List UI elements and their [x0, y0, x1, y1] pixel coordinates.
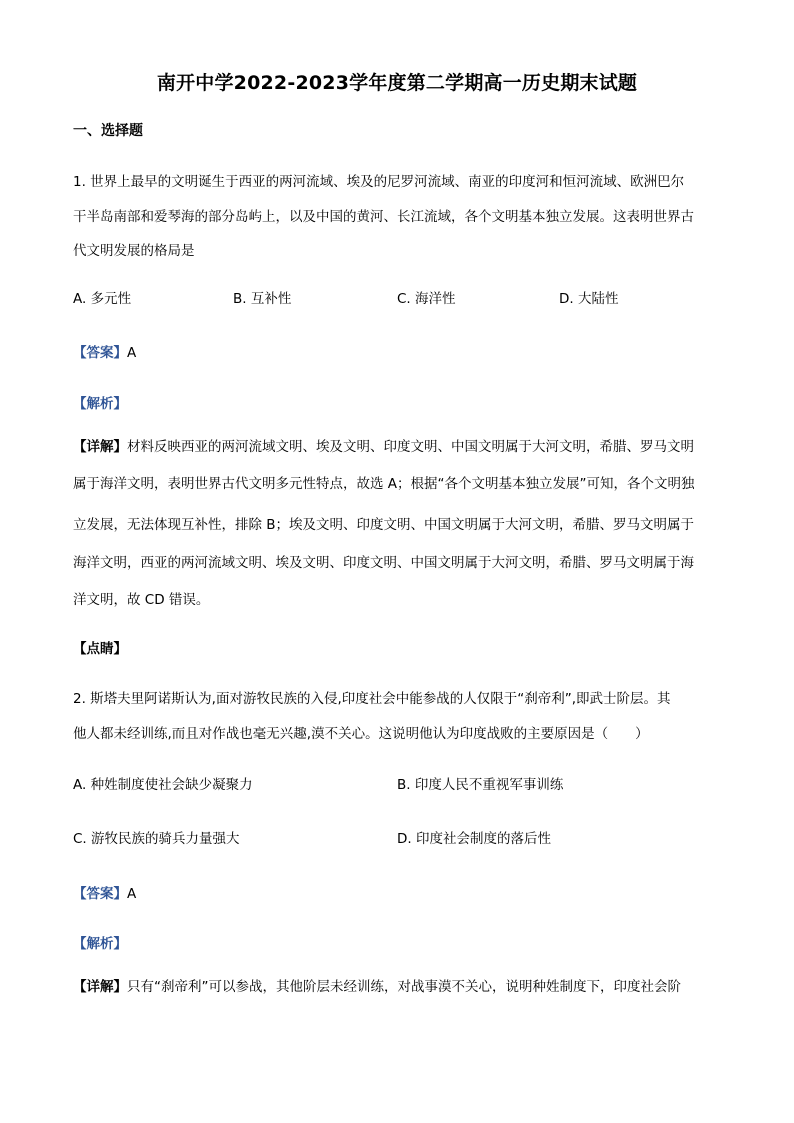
q1-stem-line: 干半岛南部和爱琴海的部分岛屿上，以及中国的黄河、长江流域，各个文明基本独立发展。这表明世界古: [73, 209, 694, 225]
q1-option-b: B. 互补性: [233, 291, 292, 307]
q1-analysis: [73, 394, 127, 414]
detail-label: 【详解】: [73, 979, 127, 995]
q1-detail-line: 海洋文明，西亚的两河流域文明、埃及文明、印度文明、中国文明属于大河文明，希腊、罗马文明属于海: [73, 555, 694, 571]
answer-value: A: [127, 886, 137, 902]
q1-detail-line: 洋文明，故 CD 错误。: [73, 592, 210, 608]
q2-analysis: [73, 934, 127, 954]
answer-label: 【答案】: [73, 345, 127, 361]
analysis-label: 【解析】: [73, 396, 127, 412]
q2-option-b: B. 印度人民不重视军事训练: [397, 777, 564, 793]
q1-detail-line: 属于海洋文明，表明世界古代文明多元性特点，故选 A；根据“各个文明基本独立发展”可知，各个文明独: [73, 476, 695, 492]
q2-stem-line: 2. 斯塔夫里阿诺斯认为,面对游牧民族的入侵,印度社会中能参战的人仅限于“刹帝利”,即武士阶层。其: [73, 691, 671, 707]
q2-option-a: A. 种姓制度使社会缺少凝聚力: [73, 777, 253, 793]
detail-label: 【详解】: [73, 439, 127, 455]
section-heading: 一、选择题: [73, 123, 143, 139]
q1-answer: [73, 343, 136, 363]
q1-stem-line: 代文明发展的格局是: [73, 243, 195, 259]
q2-detail-line: [73, 977, 723, 997]
q2-stem-line: 他人都未经训练,而且对作战也毫无兴趣,漠不关心。这说明他认为印度战败的主要原因是（ ）: [73, 726, 649, 742]
analysis-label: 【解析】: [73, 936, 127, 952]
q1-option-c: C. 海洋性: [397, 291, 456, 307]
detail-text: 材料反映西亚的两河流域文明、埃及文明、印度文明、中国文明属于大河文明，希腊、罗马文明: [127, 439, 694, 455]
q1-option-d: D. 大陆性: [559, 291, 619, 307]
page-title: 南开中学2022-2023学年度第二学期高一历史期末试题: [156, 72, 638, 94]
answer-value: A: [127, 345, 137, 361]
q1-detail-line: 立发展，无法体现互补性，排除 B；埃及文明、印度文明、中国文明属于大河文明，希腊、罗马文明属于: [73, 517, 695, 533]
q1-detail-line: [73, 437, 723, 457]
q1-stem-line: 1. 世界上最早的文明诞生于西亚的两河流域、埃及的尼罗河流域、南亚的印度河和恒河流域、欧洲巴尔: [73, 174, 685, 190]
q2-answer: [73, 884, 136, 904]
q1-comment: [73, 639, 127, 659]
q2-option-d: D. 印度社会制度的落后性: [397, 831, 551, 847]
q1-option-a: A. 多元性: [73, 291, 132, 307]
comment-label: 【点睛】: [73, 641, 127, 657]
answer-label: 【答案】: [73, 886, 127, 902]
detail-text: 只有“刹帝利”可以参战，其他阶层未经训练，对战事漠不关心，说明种姓制度下，印度社会阶: [127, 979, 681, 995]
q2-option-c: C. 游牧民族的骑兵力量强大: [73, 831, 240, 847]
